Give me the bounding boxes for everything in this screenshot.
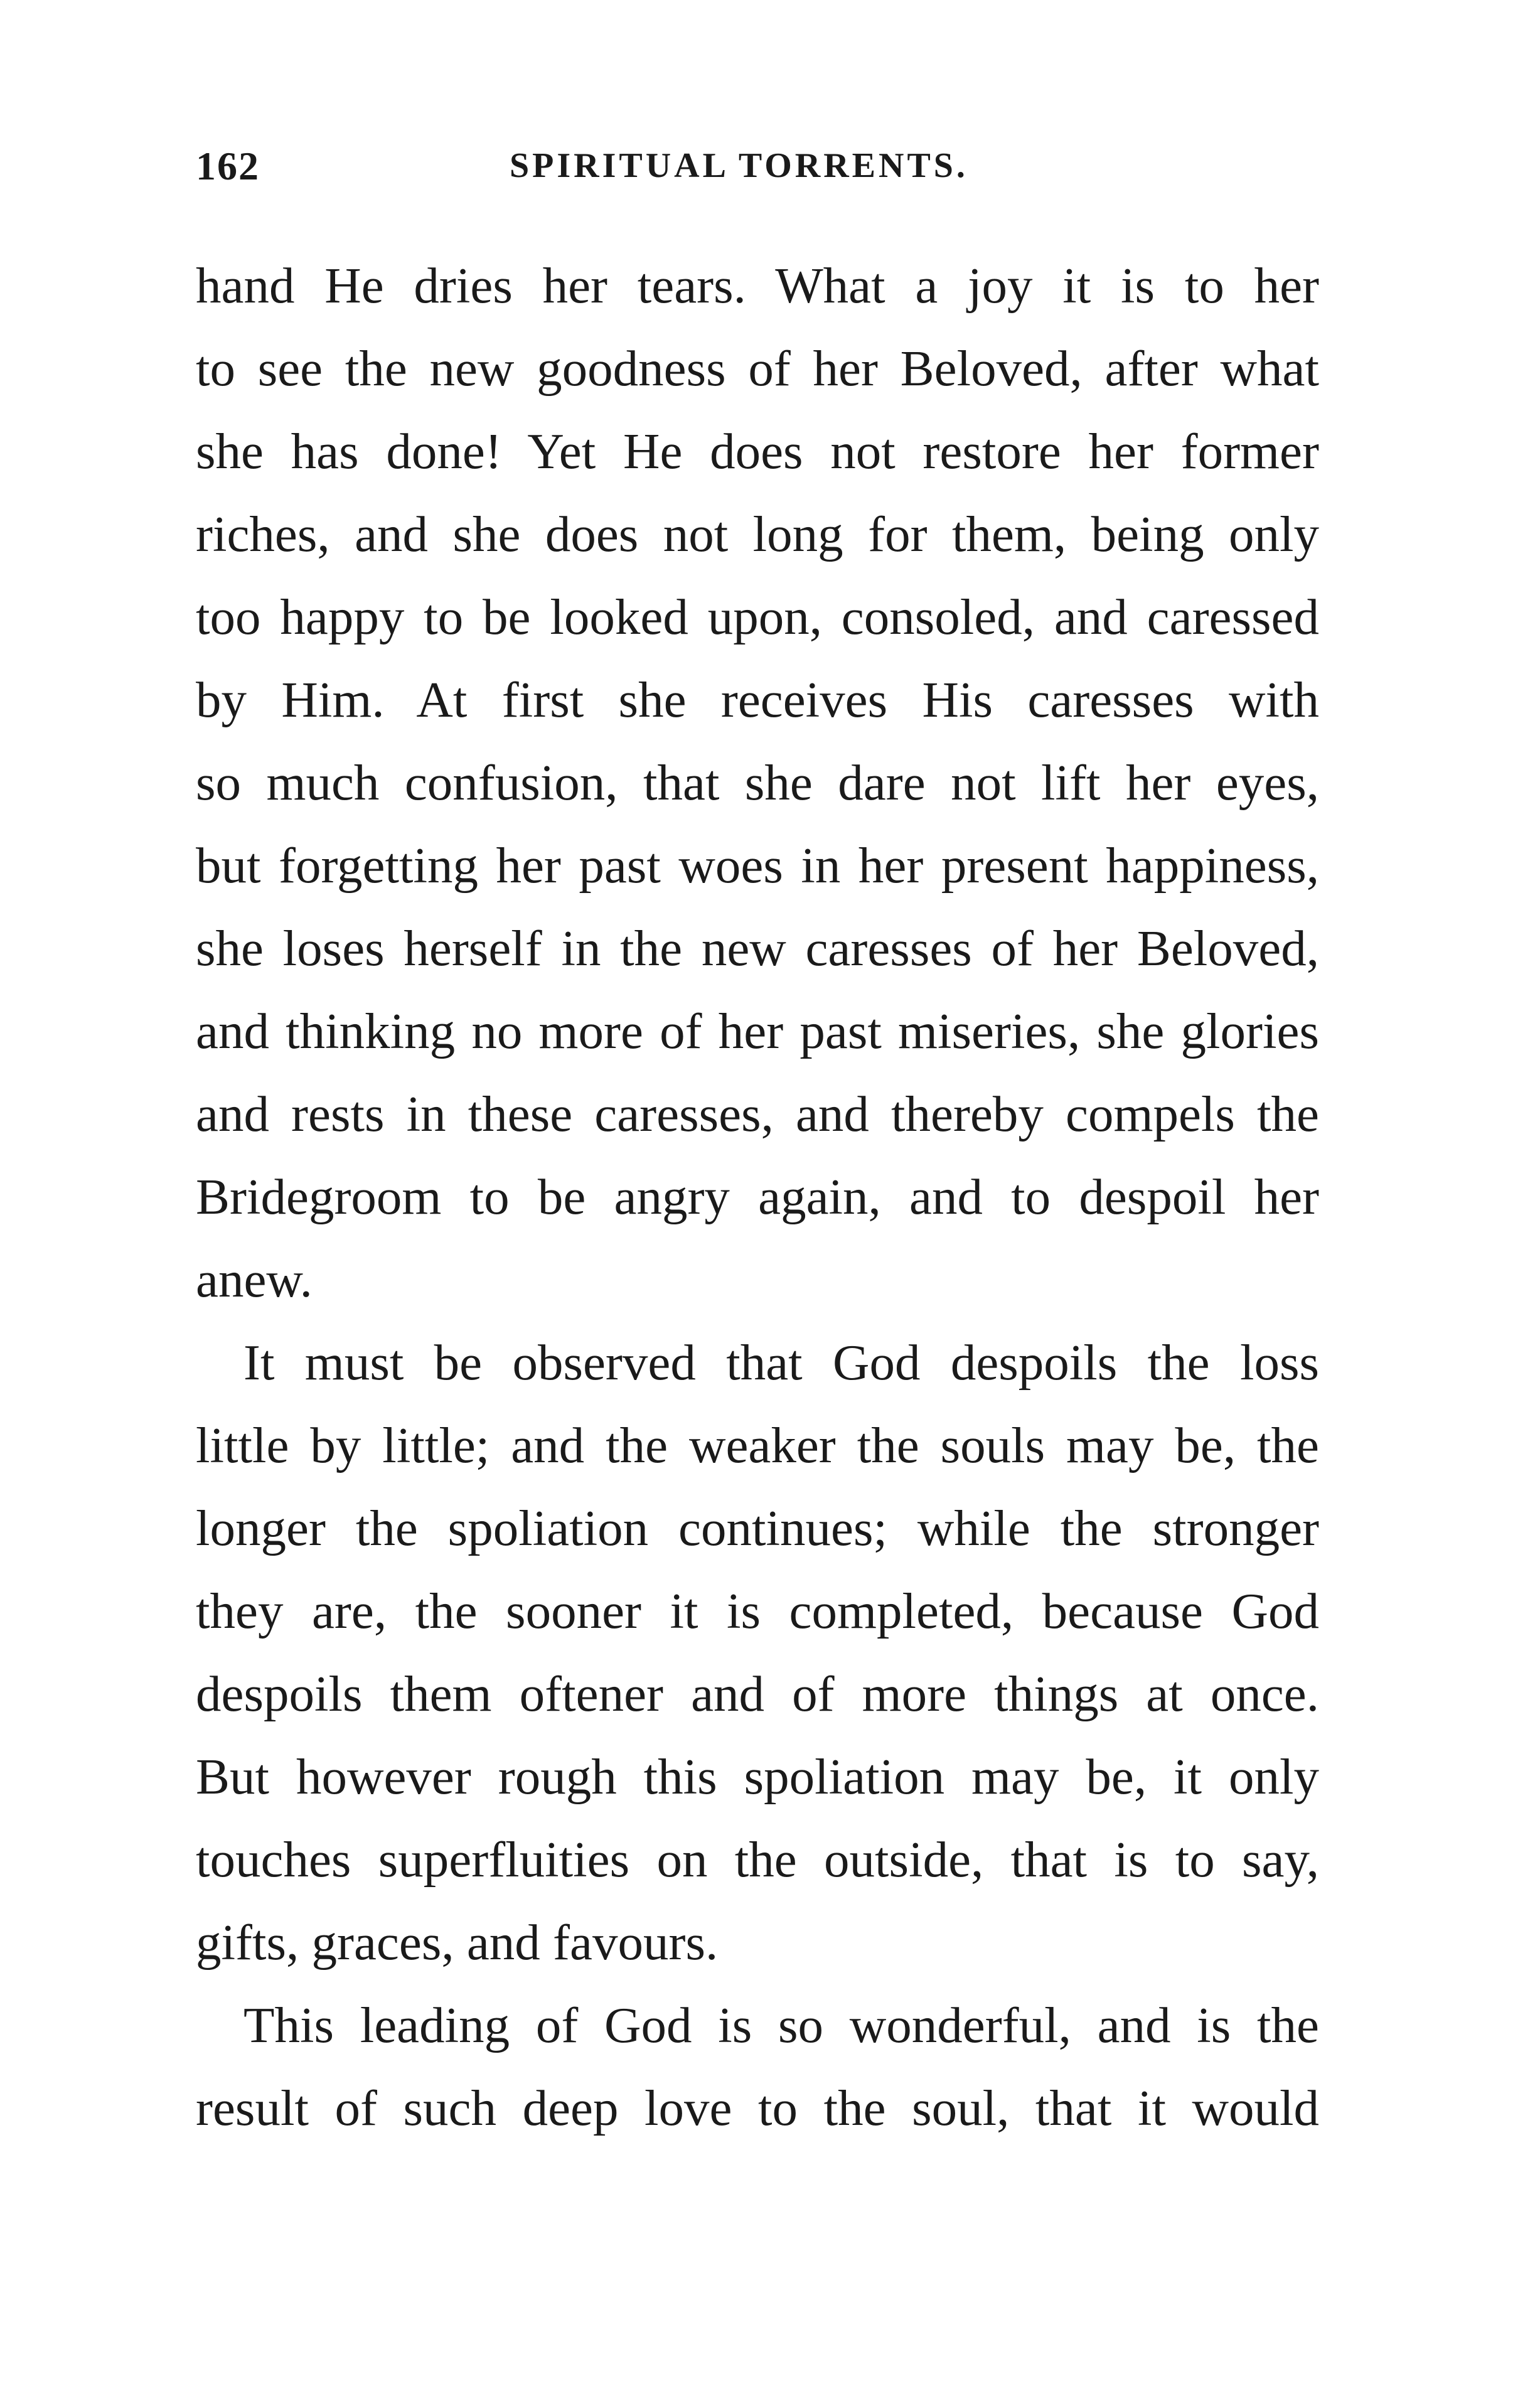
text-line: riches, and she does not long for them, being only [196, 506, 1319, 562]
text-line: despoils them oftener and of more things at once. [196, 1666, 1319, 1722]
text-line: But however rough this spoliation may be, it only [196, 1748, 1319, 1805]
text-line: touches superfluities on the outside, that is to say, [196, 1831, 1319, 1888]
text-line: This leading of God is so wonderful, and is the [243, 1997, 1319, 2053]
text-line: so much confusion, that she dare not lift her eyes, [196, 754, 1319, 811]
text-line: they are, the sooner it is completed, because God [196, 1583, 1319, 1639]
text-line: she has done! Yet He does not restore her former [196, 423, 1319, 479]
running-head [196, 143, 1325, 187]
running-title: SPIRITUAL TORRENTS. [510, 146, 968, 185]
text-line: It must be observed that God despoils the loss [243, 1334, 1319, 1391]
text-line: Bridegroom to be angry again, and to despoil her [196, 1169, 1319, 1225]
text-line: and rests in these caresses, and thereby compels the [196, 1086, 1319, 1142]
text-line: anew. [196, 1251, 313, 1308]
text-line: little by little; and the weaker the souls may be, the [196, 1417, 1319, 1474]
text-line: gifts, graces, and favours. [196, 1914, 719, 1971]
text-line: to see the new goodness of her Beloved, after what [196, 340, 1319, 397]
text-line: longer the spoliation continues; while the stronger [196, 1500, 1319, 1556]
page-number: 162 [196, 144, 260, 188]
text-line: she loses herself in the new caresses of her Beloved, [196, 920, 1319, 976]
text-line: but forgetting her past woes in her present happiness, [196, 837, 1319, 894]
text-line: hand He dries her tears. What a joy it is to her [196, 257, 1319, 314]
text-line: and thinking no more of her past miseries, she glories [196, 1003, 1319, 1059]
text-line: too happy to be looked upon, consoled, and caressed [196, 589, 1319, 645]
text-line: by Him. At first she receives His caresses with [196, 671, 1319, 728]
text-line: result of such deep love to the soul, that it would [196, 2080, 1319, 2136]
